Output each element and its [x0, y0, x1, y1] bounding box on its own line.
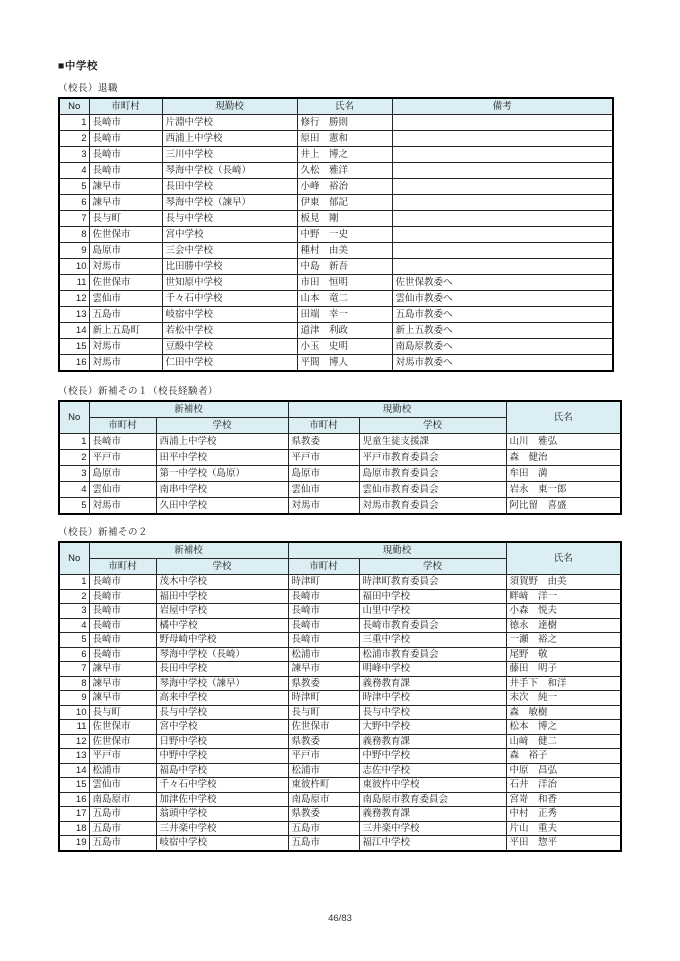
- table-row: [59, 792, 621, 807]
- row-number-cell: 11: [59, 275, 89, 291]
- new-appointment-table-1: [58, 400, 622, 515]
- table-cell: 日野中学校: [156, 734, 288, 749]
- row-number-cell: 14: [59, 323, 89, 339]
- table-cell: 南島原市教育委員会: [359, 792, 506, 807]
- column-header-school: 学校: [156, 559, 288, 575]
- table-cell: 平戸市: [89, 450, 156, 466]
- table-cell: 長崎市: [89, 604, 156, 619]
- table-cell: 松本 博之: [506, 720, 621, 735]
- table-cell: 大野中学校: [359, 720, 506, 735]
- table-cell: 新上五教委へ: [392, 323, 613, 339]
- row-number-cell: 1: [59, 434, 89, 450]
- table-cell: 長崎市: [288, 618, 359, 633]
- row-number-cell: 17: [59, 807, 89, 822]
- section-label-new-appointment-1: （校長）新補その１（校長経験者）: [58, 386, 219, 397]
- table-cell: 対馬市: [89, 355, 162, 372]
- table-cell: 志佐中学校: [359, 763, 506, 778]
- table-cell: 田平中学校: [156, 450, 288, 466]
- table-cell: 宮嵜 和香: [506, 792, 621, 807]
- table-row: [59, 589, 621, 604]
- table-cell: 琴海中学校（長崎）: [162, 163, 297, 179]
- table-cell: 三重中学校: [359, 633, 506, 648]
- table-cell: 時津町教育委員会: [359, 575, 506, 590]
- table-cell: 平戸市: [288, 450, 359, 466]
- table-cell: [392, 115, 613, 131]
- table-row: [59, 179, 613, 195]
- row-number-cell: 8: [59, 227, 89, 243]
- table-row: [59, 778, 621, 793]
- table-cell: 森 敏樹: [506, 705, 621, 720]
- table-cell: [392, 195, 613, 211]
- table-row: [59, 291, 613, 307]
- table-cell: 松浦市: [89, 763, 156, 778]
- table-row: [59, 482, 621, 498]
- table-cell: 長田中学校: [156, 662, 288, 677]
- table-cell: 琴海中学校（諫早）: [162, 195, 297, 211]
- table-row: [59, 227, 613, 243]
- table-cell: 中野中学校: [156, 749, 288, 764]
- row-number-cell: 4: [59, 618, 89, 633]
- table-row: [59, 434, 621, 450]
- table-cell: 義務教育課: [359, 734, 506, 749]
- column-header-name: 氏名: [506, 542, 621, 575]
- table-cell: 片山 重夫: [506, 821, 621, 836]
- table-cell: 田端 幸一: [297, 307, 392, 323]
- row-number-cell: 7: [59, 211, 89, 227]
- table-row: [59, 323, 613, 339]
- table-cell: 長崎市: [89, 131, 162, 147]
- column-header-name: 氏名: [506, 401, 621, 434]
- table-cell: 茂木中学校: [156, 575, 288, 590]
- table-row: [59, 734, 621, 749]
- table-cell: 市田 恒明: [297, 275, 392, 291]
- table-cell: 五島市: [89, 307, 162, 323]
- table-cell: 県教委: [288, 734, 359, 749]
- table-cell: 宮中学校: [156, 720, 288, 735]
- header-row: [59, 401, 621, 418]
- table-cell: 西浦上中学校: [162, 131, 297, 147]
- table-cell: 五島市: [288, 836, 359, 851]
- row-number-cell: 5: [59, 498, 89, 515]
- table-cell: 島原市教育委員会: [359, 466, 506, 482]
- table-row: [59, 763, 621, 778]
- table-row: [59, 647, 621, 662]
- table-cell: 長与中学校: [359, 705, 506, 720]
- table-cell: 長与町: [89, 705, 156, 720]
- table-row: [59, 211, 613, 227]
- table-cell: 須賀野 由美: [506, 575, 621, 590]
- table-cell: 長崎市: [89, 633, 156, 648]
- table-row: [59, 195, 613, 211]
- table-cell: 佐世保市: [89, 720, 156, 735]
- table-cell: 岐宿中学校: [156, 836, 288, 851]
- table-cell: 末次 純一: [506, 691, 621, 706]
- table-cell: 平戸市: [288, 749, 359, 764]
- table-row: [59, 275, 613, 291]
- table-cell: 雲仙市: [89, 291, 162, 307]
- table-row: [59, 355, 613, 372]
- table-cell: 対馬市: [89, 339, 162, 355]
- table-cell: 豆酘中学校: [162, 339, 297, 355]
- table-cell: 松浦市: [288, 763, 359, 778]
- table-cell: 長与中学校: [162, 211, 297, 227]
- table-cell: 佐世保市: [89, 227, 162, 243]
- table-cell: 新上五島町: [89, 323, 162, 339]
- table-cell: 島原市: [89, 466, 156, 482]
- table-cell: [392, 147, 613, 163]
- table-cell: [392, 227, 613, 243]
- table-cell: 長与町: [288, 705, 359, 720]
- table-cell: 長崎市教育委員会: [359, 618, 506, 633]
- table-cell: 雲仙市: [288, 482, 359, 498]
- table-cell: 対馬市教委へ: [392, 355, 613, 372]
- group-header-new-school: 新補校: [89, 542, 288, 559]
- column-header-name: 氏名: [297, 98, 392, 115]
- table-cell: 山﨑 健二: [506, 734, 621, 749]
- table-cell: 平戸市教育委員会: [359, 450, 506, 466]
- table-cell: 若松中学校: [162, 323, 297, 339]
- table-cell: 松浦市: [288, 647, 359, 662]
- table-cell: 南串中学校: [156, 482, 288, 498]
- row-number-cell: 2: [59, 450, 89, 466]
- table-cell: 山川 雅弘: [506, 434, 621, 450]
- column-header-no: No: [59, 401, 89, 434]
- table-cell: 対馬市: [89, 498, 156, 515]
- row-number-cell: 1: [59, 575, 89, 590]
- column-header-municipality: 市町村: [89, 559, 156, 575]
- table-cell: 雲仙市教育委員会: [359, 482, 506, 498]
- table-cell: 長田中学校: [162, 179, 297, 195]
- table-row: [59, 618, 621, 633]
- table-cell: 諫早市: [89, 676, 156, 691]
- table-cell: 長崎市: [288, 589, 359, 604]
- row-number-cell: 15: [59, 778, 89, 793]
- group-header-current-school: 現勤校: [288, 542, 506, 559]
- table-cell: 佐世保教委へ: [392, 275, 613, 291]
- table-cell: 福島中学校: [156, 763, 288, 778]
- table-row: [59, 720, 621, 735]
- table-cell: 片淵中学校: [162, 115, 297, 131]
- table-row: [59, 749, 621, 764]
- page-title: ■中学校: [58, 60, 98, 72]
- table-cell: 対馬市教育委員会: [359, 498, 506, 515]
- page-number: 46/83: [328, 913, 352, 924]
- row-number-cell: 16: [59, 792, 89, 807]
- row-number-cell: 2: [59, 589, 89, 604]
- table-cell: 平戸市: [89, 749, 156, 764]
- table-cell: 岐宿中学校: [162, 307, 297, 323]
- row-number-cell: 3: [59, 147, 89, 163]
- table-cell: 諫早市: [89, 195, 162, 211]
- column-header-municipality: 市町村: [288, 559, 359, 575]
- table-row: [59, 807, 621, 822]
- column-header-current-school: 現勤校: [162, 98, 297, 115]
- table-cell: 中原 昌弘: [506, 763, 621, 778]
- table-cell: 長崎市: [89, 575, 156, 590]
- table-cell: 中野 一史: [297, 227, 392, 243]
- table-cell: 長崎市: [288, 633, 359, 648]
- table-cell: 翁頭中学校: [156, 807, 288, 822]
- table-cell: 道津 利政: [297, 323, 392, 339]
- table-row: [59, 633, 621, 648]
- table-cell: 中野中学校: [359, 749, 506, 764]
- table-cell: 西浦上中学校: [156, 434, 288, 450]
- section-label-new-appointment-2: （校長）新補その２: [58, 527, 149, 538]
- table-cell: [392, 179, 613, 195]
- table-cell: 琴海中学校（長崎）: [156, 647, 288, 662]
- table-cell: 徳永 達樹: [506, 618, 621, 633]
- table-cell: 南島原教委へ: [392, 339, 613, 355]
- table-cell: 児童生徒支援課: [359, 434, 506, 450]
- table-cell: 三川中学校: [162, 147, 297, 163]
- table-cell: 藤田 明子: [506, 662, 621, 677]
- table-cell: 加津佐中学校: [156, 792, 288, 807]
- table-row: [59, 662, 621, 677]
- column-header-municipality: 市町村: [89, 418, 156, 434]
- table-cell: 種村 由美: [297, 243, 392, 259]
- table-cell: 修行 勝則: [297, 115, 392, 131]
- column-header-school: 学校: [156, 418, 288, 434]
- table-row: [59, 466, 621, 482]
- table-cell: 琴海中学校（諫早）: [156, 676, 288, 691]
- row-number-cell: 9: [59, 691, 89, 706]
- table-row: [59, 836, 621, 851]
- new-appointment-table-2: [58, 541, 622, 852]
- table-cell: 長崎市: [89, 618, 156, 633]
- table-cell: 尾野 敬: [506, 647, 621, 662]
- table-row: [59, 147, 613, 163]
- table-cell: 長崎市: [89, 115, 162, 131]
- table-cell: 長崎市: [89, 163, 162, 179]
- table-cell: [392, 163, 613, 179]
- table-cell: 島原市: [288, 466, 359, 482]
- table-cell: 五島市: [288, 821, 359, 836]
- row-number-cell: 5: [59, 633, 89, 648]
- row-number-cell: 13: [59, 307, 89, 323]
- table-row: [59, 307, 613, 323]
- table-cell: [392, 243, 613, 259]
- table-cell: [392, 131, 613, 147]
- column-header-municipality: 市町村: [89, 98, 162, 115]
- table-cell: 長崎市: [89, 434, 156, 450]
- table-cell: 原田 憲和: [297, 131, 392, 147]
- table-cell: 平田 惣平: [506, 836, 621, 851]
- table-cell: 橘中学校: [156, 618, 288, 633]
- table-cell: 千々石中学校: [162, 291, 297, 307]
- row-number-cell: 10: [59, 259, 89, 275]
- table-cell: 第一中学校（島原）: [156, 466, 288, 482]
- table-cell: 長崎市: [89, 589, 156, 604]
- table-cell: 佐世保市: [288, 720, 359, 735]
- table-row: [59, 691, 621, 706]
- table-cell: 福田中学校: [359, 589, 506, 604]
- table-cell: 阿比留 喜盛: [506, 498, 621, 515]
- row-number-cell: 6: [59, 647, 89, 662]
- table-row: [59, 604, 621, 619]
- table-cell: 長崎市: [288, 604, 359, 619]
- row-number-cell: 12: [59, 734, 89, 749]
- table-row: [59, 450, 621, 466]
- table-row: [59, 115, 613, 131]
- table-cell: 中島 新吾: [297, 259, 392, 275]
- table-cell: 時津中学校: [359, 691, 506, 706]
- table-cell: 県教委: [288, 434, 359, 450]
- table-cell: 比田勝中学校: [162, 259, 297, 275]
- table-cell: 長与中学校: [156, 705, 288, 720]
- table-cell: 福田中学校: [156, 589, 288, 604]
- row-number-cell: 19: [59, 836, 89, 851]
- column-header-no: No: [59, 542, 89, 575]
- table-cell: 三井楽中学校: [156, 821, 288, 836]
- table-cell: 時津町: [288, 575, 359, 590]
- table-cell: 佐世保市: [89, 734, 156, 749]
- table-cell: 対馬市: [288, 498, 359, 515]
- table-cell: 島原市: [89, 243, 162, 259]
- table-row: [59, 259, 613, 275]
- column-header-school: 学校: [359, 418, 506, 434]
- table-cell: 義務教育課: [359, 676, 506, 691]
- table-cell: [392, 259, 613, 275]
- table-row: [59, 243, 613, 259]
- table-cell: 時津町: [288, 691, 359, 706]
- table-cell: 久田中学校: [156, 498, 288, 515]
- column-header-no: No: [59, 98, 89, 115]
- table-cell: 一瀬 裕之: [506, 633, 621, 648]
- table-cell: 岩屋中学校: [156, 604, 288, 619]
- row-number-cell: 9: [59, 243, 89, 259]
- table-cell: 東彼杵中学校: [359, 778, 506, 793]
- table-cell: 雲仙市教委へ: [392, 291, 613, 307]
- column-header-school: 学校: [359, 559, 506, 575]
- table-cell: 森 裕子: [506, 749, 621, 764]
- row-number-cell: 6: [59, 195, 89, 211]
- table-cell: 野母崎中学校: [156, 633, 288, 648]
- row-number-cell: 1: [59, 115, 89, 131]
- row-number-cell: 2: [59, 131, 89, 147]
- row-number-cell: 13: [59, 749, 89, 764]
- table-cell: 千々石中学校: [156, 778, 288, 793]
- row-number-cell: 4: [59, 482, 89, 498]
- table-row: [59, 498, 621, 515]
- table-row: [59, 131, 613, 147]
- table-cell: 五島市: [89, 821, 156, 836]
- table-cell: 石井 洋治: [506, 778, 621, 793]
- table-cell: 牟田 満: [506, 466, 621, 482]
- table-cell: 仁田中学校: [162, 355, 297, 372]
- table-cell: 山里中学校: [359, 604, 506, 619]
- table-cell: 井手下 和洋: [506, 676, 621, 691]
- table-cell: 三会中学校: [162, 243, 297, 259]
- table-cell: 福江中学校: [359, 836, 506, 851]
- header-row: [59, 542, 621, 559]
- row-number-cell: 10: [59, 705, 89, 720]
- table-cell: 世知原中学校: [162, 275, 297, 291]
- table-cell: 岩永 東一郎: [506, 482, 621, 498]
- table-cell: 諫早市: [89, 691, 156, 706]
- table-cell: 南島原市: [288, 792, 359, 807]
- table-cell: 五島市: [89, 836, 156, 851]
- table-cell: 長崎市: [89, 147, 162, 163]
- table-cell: 中村 正秀: [506, 807, 621, 822]
- table-cell: 雲仙市: [89, 778, 156, 793]
- table-row: [59, 575, 621, 590]
- table-cell: 五島市教委へ: [392, 307, 613, 323]
- row-number-cell: 8: [59, 676, 89, 691]
- table-cell: 明峰中学校: [359, 662, 506, 677]
- table-cell: 板見 剛: [297, 211, 392, 227]
- column-header-municipality: 市町村: [288, 418, 359, 434]
- row-number-cell: 5: [59, 179, 89, 195]
- table-cell: [392, 211, 613, 227]
- table-row: [59, 163, 613, 179]
- group-header-current-school: 現勤校: [288, 401, 506, 418]
- table-cell: 義務教育課: [359, 807, 506, 822]
- table-cell: 井上 博之: [297, 147, 392, 163]
- table-cell: 諫早市: [89, 179, 162, 195]
- column-header-remarks: 備考: [392, 98, 613, 115]
- table-cell: 宮中学校: [162, 227, 297, 243]
- table-cell: 山本 竜二: [297, 291, 392, 307]
- table-cell: 東彼杵町: [288, 778, 359, 793]
- table-cell: 対馬市: [89, 259, 162, 275]
- table-cell: 南島原市: [89, 792, 156, 807]
- retirement-table: [58, 97, 614, 372]
- table-cell: 雲仙市: [89, 482, 156, 498]
- row-number-cell: 15: [59, 339, 89, 355]
- group-header-new-school: 新補校: [89, 401, 288, 418]
- table-row: [59, 705, 621, 720]
- table-cell: 平間 博人: [297, 355, 392, 372]
- table-cell: 久松 雅洋: [297, 163, 392, 179]
- table-cell: 三井楽中学校: [359, 821, 506, 836]
- table-cell: 県教委: [288, 676, 359, 691]
- row-number-cell: 3: [59, 466, 89, 482]
- table-cell: 小玉 史明: [297, 339, 392, 355]
- table-row: [59, 676, 621, 691]
- table-cell: 諫早市: [288, 662, 359, 677]
- table-row: [59, 339, 613, 355]
- row-number-cell: 11: [59, 720, 89, 735]
- table-cell: 小森 悦夫: [506, 604, 621, 619]
- row-number-cell: 3: [59, 604, 89, 619]
- table-cell: 森 健治: [506, 450, 621, 466]
- row-number-cell: 7: [59, 662, 89, 677]
- row-number-cell: 18: [59, 821, 89, 836]
- table-cell: 長与町: [89, 211, 162, 227]
- header-row: [59, 98, 613, 115]
- table-cell: 高来中学校: [156, 691, 288, 706]
- row-number-cell: 16: [59, 355, 89, 372]
- table-cell: 伊東 郁記: [297, 195, 392, 211]
- table-cell: 佐世保市: [89, 275, 162, 291]
- table-cell: 県教委: [288, 807, 359, 822]
- table-cell: 諫早市: [89, 662, 156, 677]
- table-cell: 五島市: [89, 807, 156, 822]
- table-cell: 畔﨑 洋一: [506, 589, 621, 604]
- table-cell: 松浦市教育委員会: [359, 647, 506, 662]
- table-row: [59, 821, 621, 836]
- table-cell: 小峰 裕治: [297, 179, 392, 195]
- row-number-cell: 4: [59, 163, 89, 179]
- row-number-cell: 14: [59, 763, 89, 778]
- row-number-cell: 12: [59, 291, 89, 307]
- table-cell: 長崎市: [89, 647, 156, 662]
- section-label-retirement: （校長）退職: [58, 83, 119, 94]
